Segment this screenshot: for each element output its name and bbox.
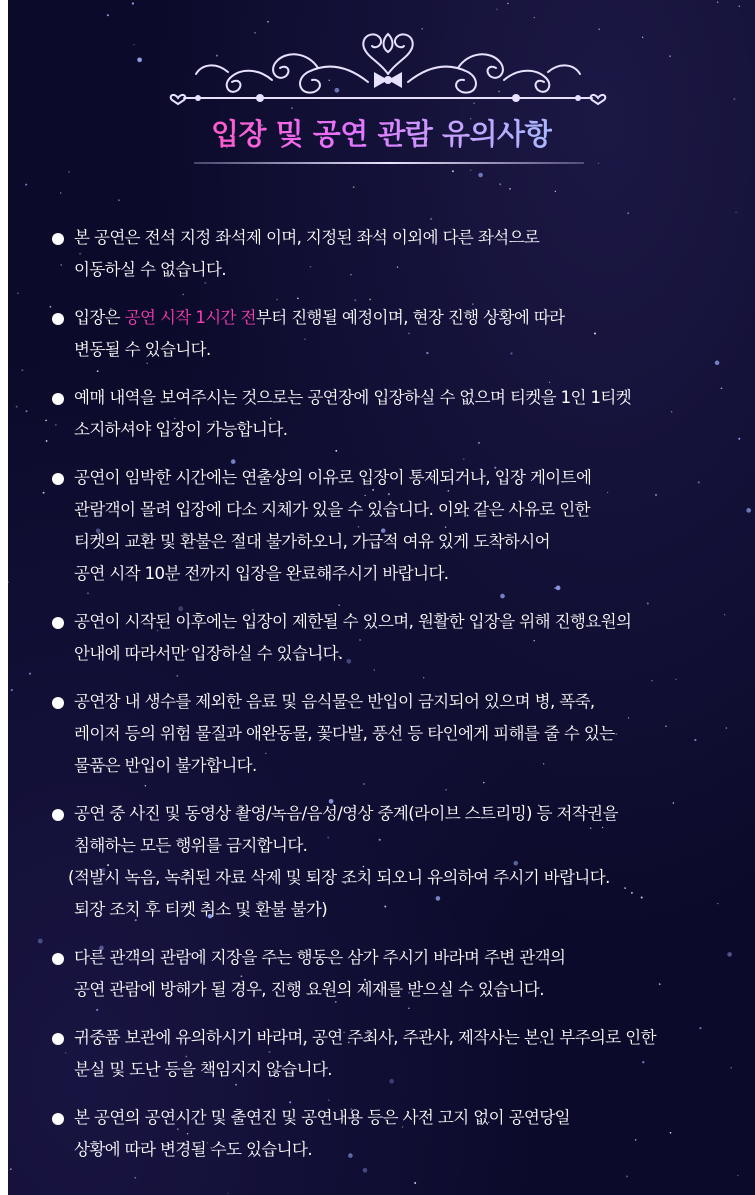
notice-item xyxy=(52,798,752,926)
notice-text: 다른 관객의 관람에 지장을 주는 행동은 삼가 주시기 바라며 주변 관객의 xyxy=(74,948,566,967)
notice-text: 침해하는 모든 행위를 금지합니다. xyxy=(74,836,308,855)
star xyxy=(16,406,18,408)
bullet-icon xyxy=(52,233,64,245)
star xyxy=(470,170,471,171)
star xyxy=(598,163,599,164)
bullet-icon xyxy=(52,393,64,405)
star xyxy=(17,293,18,294)
notice-item xyxy=(52,302,752,366)
star xyxy=(717,1,719,3)
star xyxy=(21,369,23,371)
notice-text: 티켓의 교환 및 환불은 절대 불가하오니, 가급적 여유 있게 도착하시어 xyxy=(74,532,550,551)
bullet-icon xyxy=(52,809,64,821)
notice-text: 공연이 시작된 이후에는 입장이 제한될 수 있으며, 원활한 입장을 위해 진행요원의 xyxy=(74,612,632,631)
decorative-flourish-icon xyxy=(168,22,608,110)
notice-subtext: 퇴장 조치 후 티켓 취소 및 환불 불가) xyxy=(74,900,328,919)
notice-text: 본 공연의 공연시간 및 출연진 및 공연내용 등은 사전 고지 없이 공연당일 xyxy=(74,1108,570,1127)
star xyxy=(46,440,48,442)
notice-text: 물품은 반입이 불가합니다. xyxy=(74,756,257,775)
bullet-icon xyxy=(52,1033,64,1045)
notice-text: 변동될 수 있습니다. xyxy=(74,340,211,359)
notice-text: 본 공연은 전석 지정 좌석제 이며, 지정된 좌석 이외에 다른 좌석으로 xyxy=(74,228,540,247)
star xyxy=(107,14,109,16)
star xyxy=(29,673,31,675)
notice-item xyxy=(52,1102,752,1166)
star xyxy=(45,420,47,422)
notice-panel xyxy=(8,0,755,1195)
star xyxy=(353,186,355,188)
highlight-text: 공연 시작 1시간 전 xyxy=(124,308,256,327)
star xyxy=(642,37,643,38)
bullet-icon xyxy=(52,313,64,325)
star xyxy=(133,44,134,45)
star xyxy=(132,2,134,4)
notice-text: 입장은 공연 시작 1시간 전부터 진행될 예정이며, 현장 진행 상황에 따라 xyxy=(74,308,565,327)
bullet-icon xyxy=(52,953,64,965)
star xyxy=(227,1193,228,1194)
bullet-icon xyxy=(52,473,64,485)
star xyxy=(735,212,736,213)
star xyxy=(10,1168,12,1170)
notice-text: 공연장 내 생수를 제외한 음료 및 음식물은 반입이 금지되어 있으며 병, 폭죽, xyxy=(74,692,595,711)
star xyxy=(8,581,9,583)
star xyxy=(25,184,27,186)
bullet-icon xyxy=(52,617,64,629)
star xyxy=(478,173,483,178)
notice-item xyxy=(52,686,752,782)
star xyxy=(43,492,45,494)
star xyxy=(509,188,511,190)
notice-item xyxy=(52,382,752,446)
notice-item xyxy=(52,462,752,590)
star xyxy=(60,192,61,193)
star xyxy=(627,212,629,214)
star xyxy=(507,3,508,4)
star xyxy=(669,55,671,57)
star xyxy=(452,170,454,172)
notice-subtext: (적발시 녹음, 녹취된 자료 삭제 및 퇴장 조치 되오니 유의하여 주시기 바랍니다. xyxy=(68,868,610,887)
star xyxy=(11,689,13,691)
star xyxy=(430,218,432,220)
notice-text: 공연 중 사진 및 동영상 촬영/녹음/음성/영상 중계(라이브 스트리밍) 등 저작권을 xyxy=(74,804,618,823)
notice-text: 공연 관람에 방해가 될 경우, 진행 요원의 제재를 받으실 수 있습니다. xyxy=(74,980,544,999)
notice-item xyxy=(52,222,752,286)
page-title: 입장 및 공연 관람 유의사항 xyxy=(210,117,553,151)
notice-item xyxy=(52,942,752,1006)
notice-text: 귀중품 보관에 유의하시기 바라며, 공연 주최사, 주관사, 제작사는 본인 부주의로 인한 xyxy=(74,1028,656,1047)
star xyxy=(26,410,28,412)
notice-text: 공연이 임박한 시간에는 연출상의 이유로 입장이 통제되거나, 입장 게이트에 xyxy=(74,468,592,487)
star xyxy=(534,17,535,18)
notice-text: 공연 시작 10분 전까지 입장을 완료해주시기 바랍니다. xyxy=(74,564,449,583)
notice-text: 이동하실 수 없습니다. xyxy=(74,260,226,279)
star xyxy=(137,57,142,62)
notice-item xyxy=(52,1022,752,1086)
star xyxy=(414,1182,416,1184)
notice-text: 상황에 따라 변경될 수도 있습니다. xyxy=(74,1140,312,1159)
notice-item xyxy=(52,606,752,670)
star xyxy=(68,171,69,172)
bullet-icon xyxy=(52,1113,64,1125)
notice-text: 분실 및 도난 등을 책임지지 않습니다. xyxy=(74,1060,332,1079)
star xyxy=(496,9,497,10)
notice-list xyxy=(52,222,752,1182)
title-underline xyxy=(194,162,584,164)
star xyxy=(739,6,740,7)
notice-text: 소지하셔야 입장이 가능합니다. xyxy=(74,420,288,439)
notice-text: 예매 내역을 보여주시는 것으로는 공연장에 입장하실 수 없으며 티켓을 1인 1티켓 xyxy=(74,388,632,407)
star xyxy=(38,939,43,944)
notice-text: 레이저 등의 위험 물질과 애완동물, 꽃다발, 풍선 등 타인에게 피해를 줄 수 있는 xyxy=(74,724,615,743)
star xyxy=(555,191,556,192)
star xyxy=(733,98,735,100)
notice-text: 관람객이 몰려 입장에 다소 지체가 있을 수 있습니다. 이와 같은 사유로 인한 xyxy=(74,500,590,519)
star xyxy=(118,199,120,201)
notice-text: 안내에 따라서만 입장하실 수 있습니다. xyxy=(74,644,343,663)
star xyxy=(499,183,501,185)
bullet-icon xyxy=(52,697,64,709)
